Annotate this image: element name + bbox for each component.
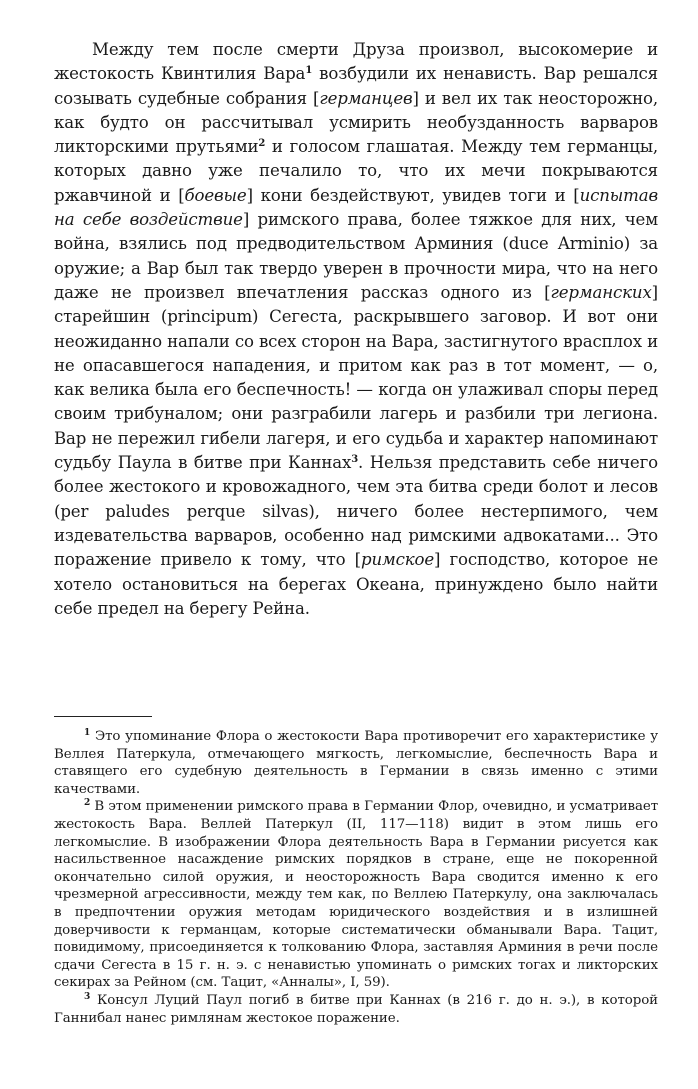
footnote-ref-1: 1: [305, 65, 313, 77]
footnote-2: [54, 798, 658, 992]
footnote-1: [54, 728, 658, 798]
footnote-text: Консул Луций Паул погиб в битве при Каннах (в 216 г. до н. э.), в которой Ганнибал нанес римлянам жестокое поражение.: [54, 992, 658, 1026]
italic-insertion: германцев: [319, 88, 413, 108]
main-text-segment: ] кони бездействуют, увидев тоги и [: [246, 185, 580, 205]
footnote-number: 3: [84, 991, 91, 1002]
footnotes: [54, 728, 658, 1027]
footnote-divider: [54, 716, 152, 717]
footnote-number: 2: [84, 798, 91, 809]
main-text-segment: Между тем после смерти Друза произвол, высокомерие и жестокость Квинтилия Вара: [54, 40, 658, 84]
italic-insertion: испытав на себе воздействие: [54, 185, 658, 230]
footnote-ref-2: 2: [258, 138, 266, 150]
footnote-number: 1: [84, 728, 91, 738]
italic-insertion: боевые: [184, 185, 247, 205]
main-text-segment: ] господство, которое не хотело остановиться на берегах Океана, принуждено было найти себе предел на берегу Рейна.: [54, 550, 658, 618]
main-text-segment: ] старейшин (principum) Сегеста, раскрывшего заговор. И вот они неожиданно напали со всех сторон на Вара, застигнутого врасплох и не опасавшегося нападения, и притом как раз в тот момент, — о, как велика была его беспечность! — когда он улаживал споры перед своим трибуналом; они разграбили лагерь и разбили три легиона. Вар не пережил гибели лагеря, и его судьба и характер напоминают судьбу Паула в битве при Каннах: [54, 282, 658, 473]
main-text-segment: ] и вел их так неосторожно, как будто он рассчитывал усмирить необузданность варваров ликторскими прутьями: [54, 88, 659, 157]
footnote-3: [54, 992, 658, 1027]
main-text-segment: и голосом глашатая. Между тем германцы, которых давно уже печалило то, что их мечи покрываются ржавчиной и [: [54, 137, 659, 205]
footnote-ref-3: 3: [351, 454, 358, 466]
main-text-segment: . Нельзя представить себе ничего более жестокого и кровожадного, чем эта битва среди болот и лесов (per paludes perque silvas), ничего более нестерпимого, чем издевательства варваров, особенно над римскими адвокатами... Это поражение привело к тому, что [: [54, 453, 658, 570]
main-text-segment: возбудили их ненависть. Вар решался созывать судебные собрания [: [54, 64, 658, 108]
footnote-text: В этом применении римского права в Германии Флор, очевидно, и усматривает жестокость Вара. Веллей Патеркул (II, 117—118) видит в этом лишь его легкомыслие. В изображении Флора деятельность Вара в Германии рисуется как насильственное насаждение римских порядков в стране, еще не покоренной окончательно силой оружия, и неосторожность Вара сводится именно к его чрезмерной агрессивности, между тем как, по Веллею Патеркулу, она заключалась в предпочтении оружия методам юридического воздействия и в излишней доверчивости к германцам, которые систематически обманывали Вара. Тацит, повидимому, присоединяется к толкованию Флора, заставляя Арминия в речи после сдачи Сегеста в 15 г. н. э. с ненавистью упоминать о римских тогах и ликторских секирах за Рейном (см. Тацит, «Анналы», I, 59).: [54, 799, 658, 991]
main-text-segment: ] римского права, более тяжкое для них, чем война, взялись под предводительством Арминия (duce Arminio) за оружие; а Вар был так твердо уверен в прочности мира, что на него даже не произвел впечатления рассказ одного из [: [54, 210, 658, 302]
footnote-text: Это упоминание Флора о жестокости Вара противоречит его характеристике у Веллея Патеркула, отмечающего мягкость, легкомыслие, беспечность Вара и ставящего его судебную деятельность в Германии в связь именно с этими качествами.: [54, 729, 658, 797]
italic-insertion: римское: [361, 550, 435, 570]
italic-insertion: германских: [550, 282, 652, 302]
main-paragraph: [54, 38, 658, 621]
